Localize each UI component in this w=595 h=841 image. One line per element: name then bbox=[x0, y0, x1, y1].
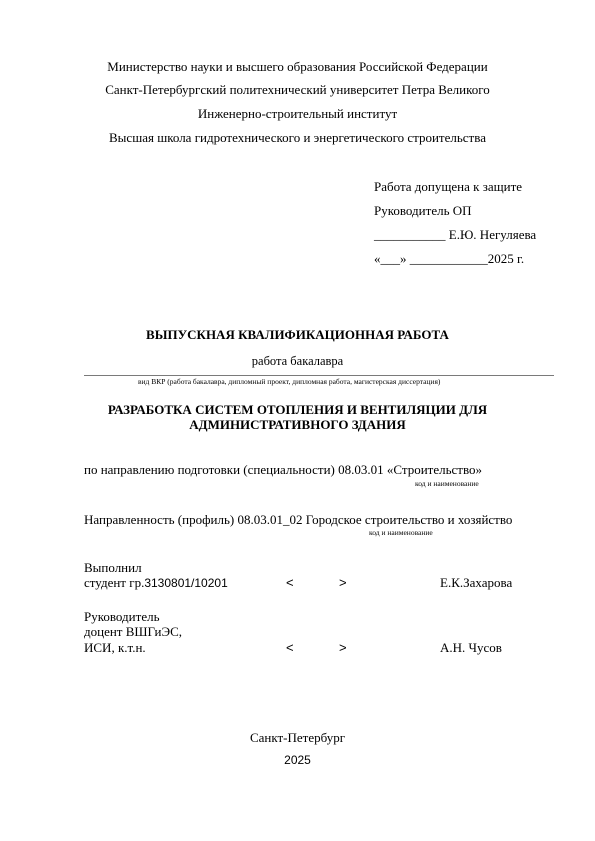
work-kind-underline bbox=[84, 375, 554, 376]
year: 2025 bbox=[284, 753, 311, 767]
supervisor-signature-close: > bbox=[339, 640, 347, 655]
signature-line: ___________ Е.Ю. Негуляева bbox=[374, 227, 537, 242]
student-group-prefix: студент гр. bbox=[84, 575, 145, 590]
admitted-text: Работа допущена к защите bbox=[374, 179, 523, 194]
profile-hint: код и наименование bbox=[369, 528, 433, 537]
performer-label: Выполнил bbox=[84, 560, 142, 575]
ministry-line: Министерство науки и высшего образования Российской Федерации bbox=[107, 59, 488, 74]
performer-name: Е.К.Захарова bbox=[440, 575, 513, 590]
work-kind-hint: вид ВКР (работа бакалавра, дипломный проект, дипломная работа, магистерская диссертация) bbox=[138, 377, 441, 386]
supervisor-name: А.Н. Чусов bbox=[440, 640, 502, 655]
university-line: Санкт-Петербургский политехнический университет Петра Великого bbox=[105, 82, 490, 97]
city: Санкт-Петербург bbox=[249, 730, 346, 745]
date-line: «___» ____________2025 г. bbox=[374, 251, 525, 266]
institute-line: Инженерно-строительный институт bbox=[197, 106, 398, 121]
topic-line-1: РАЗРАБОТКА СИСТЕМ ОТОПЛЕНИЯ И ВЕНТИЛЯЦИИ ДЛЯ bbox=[107, 402, 488, 417]
direction-text: по направлению подготовки (специальности) 08.03.01 «Строительство» bbox=[84, 462, 483, 477]
work-type-heading: ВЫПУСКНАЯ КВАЛИФИКАЦИОННАЯ РАБОТА bbox=[146, 327, 449, 342]
supervisor-degree: ИСИ, к.т.н. bbox=[84, 640, 146, 655]
profile-text: Направленность (профиль) 08.03.01_02 Городское строительство и хозяйство bbox=[84, 512, 513, 527]
direction-hint: код и наименование bbox=[415, 479, 479, 488]
supervisor-signature-open: < bbox=[286, 640, 294, 655]
program-head-label: Руководитель ОП bbox=[374, 203, 472, 218]
school-line: Высшая школа гидротехнического и энергетического строительства bbox=[109, 130, 486, 145]
supervisor-position: доцент ВШГиЭС, bbox=[84, 624, 182, 639]
topic-line-2: АДМИНИСТРАТИВНОГО ЗДАНИЯ bbox=[189, 417, 406, 432]
work-kind: работа бакалавра bbox=[251, 354, 344, 368]
performer-signature-open: < bbox=[286, 575, 294, 590]
student-group-number: 3130801/10201 bbox=[144, 576, 228, 590]
performer-student-label bbox=[84, 576, 228, 589]
supervisor-label: Руководитель bbox=[84, 609, 160, 624]
performer-signature-close: > bbox=[339, 575, 347, 590]
